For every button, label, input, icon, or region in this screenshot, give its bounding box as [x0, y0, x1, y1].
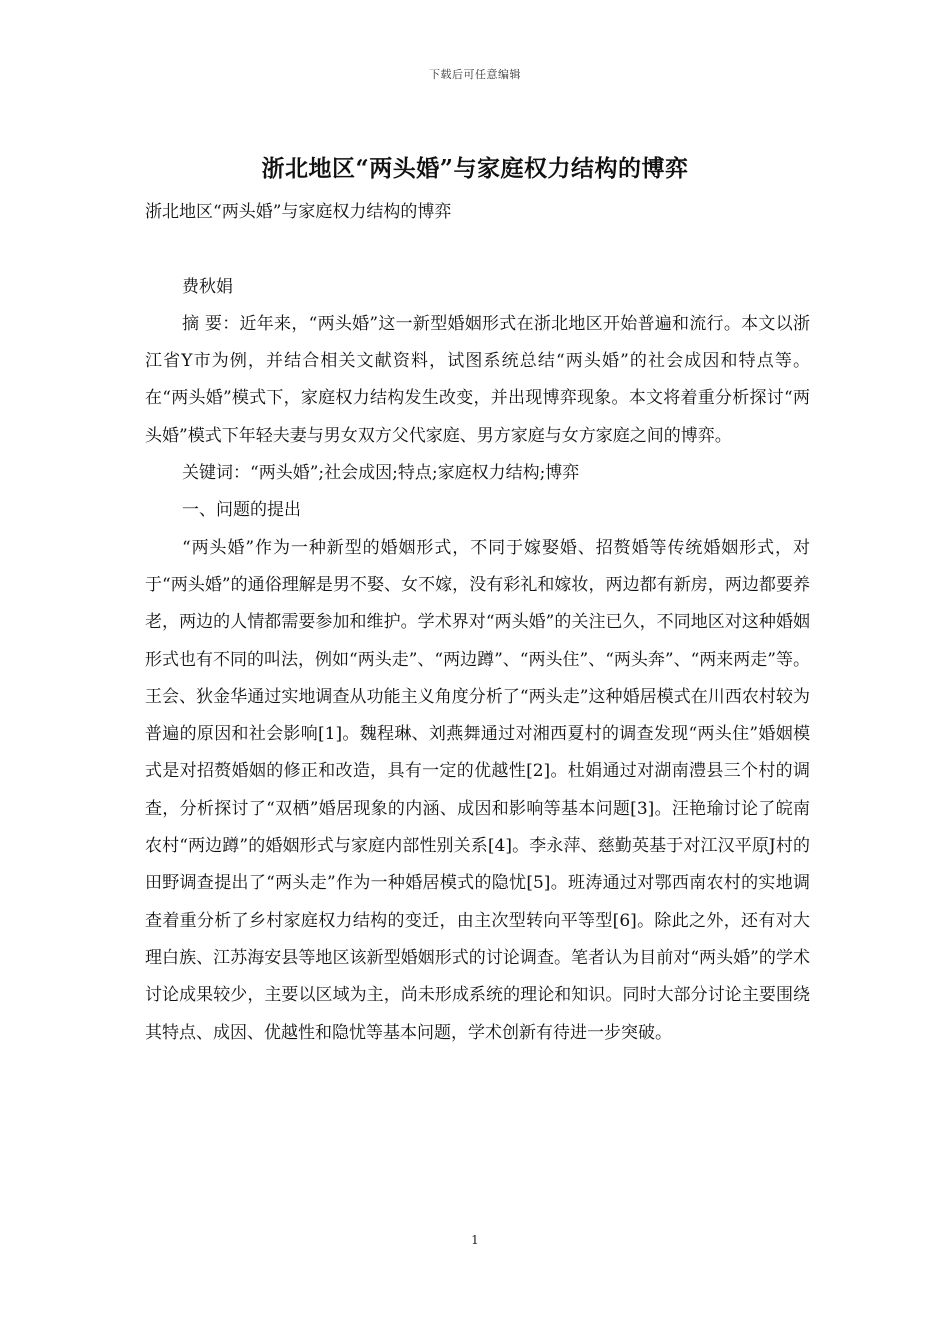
document-subtitle: 浙北地区“两头婚”与家庭权力结构的博弈: [145, 202, 452, 222]
keywords-line: 关键词：“两头婚”;社会成因;特点;家庭权力结构;博弈: [182, 463, 580, 484]
abstract-paragraph: 摘 要：近年来，“两头婚”这一新型婚姻形式在浙北地区开始普遍和流行。本文以浙江省Y市为例，并结合相关文献资料，试图系统总结“两头婚”的社会成因和特点等。在“两头婚”模式下，家庭权力结构发生改变，并出现博弈现象。本文将着重分析探讨“两头婚”模式下年轻夫妻与男女双方父代家庭、男方家庭与女方家庭之间的博弈。: [145, 313, 810, 446]
document-title: 浙北地区“两头婚”与家庭权力结构的博弈: [261, 155, 689, 182]
section-heading: 一、问题的提出: [182, 500, 301, 521]
page-header-note: 下载后可任意编辑: [429, 68, 521, 81]
page-number: 1: [471, 1233, 479, 1247]
body-paragraph: “两头婚”作为一种新型的婚姻形式，不同于嫁娶婚、招赘婚等传统婚姻形式，对于“两头婚”的通俗理解是男不娶、女不嫁，没有彩礼和嫁妆，两边都有新房，两边都要养老，两边的人情都需要参加和维护。学术界对“两头婚”的关注已久，不同地区对这种婚姻形式也有不同的叫法，例如“两头走”、“两边蹲”、“两头住”、“两头奔”、“两来两走”等。王会、狄金华通过实地调查从功能主义角度分析了“两头走”这种婚居模式在川西农村较为普遍的原因和社会影响[1]。魏程琳、刘燕舞通过对湘西夏村的调查发现“两头住”婚姻模式是对招赘婚姻的修正和改造，具有一定的优越性[2]。杜娟通过对湖南澧县三个村的调查，分析探讨了“双栖”婚居现象的内涵、成因和影响等基本问题[3]。汪艳瑜讨论了皖南农村“两边蹲”的婚姻形式与家庭内部性别关系[4]。李永萍、慈勤英基于对江汉平原J村的田野调查提出了“两头走”作为一种婚居模式的隐忧[5]。班涛通过对鄂西南农村的实地调查着重分析了乡村家庭权力结构的变迁，由主次型转向平等型[6]。除此之外，还有对大理白族、江苏海安县等地区该新型婚姻形式的讨论调查。笔者认为目前对“两头婚”的学术讨论成果较少，主要以区域为主，尚未形成系统的理论和知识。同时大部分讨论主要围绕其特点、成因、优越性和隐忧等基本问题，学术创新有待进一步突破。: [145, 537, 810, 1043]
author-name: 费秋娟: [182, 276, 233, 297]
document-body: [145, 194, 810, 1052]
